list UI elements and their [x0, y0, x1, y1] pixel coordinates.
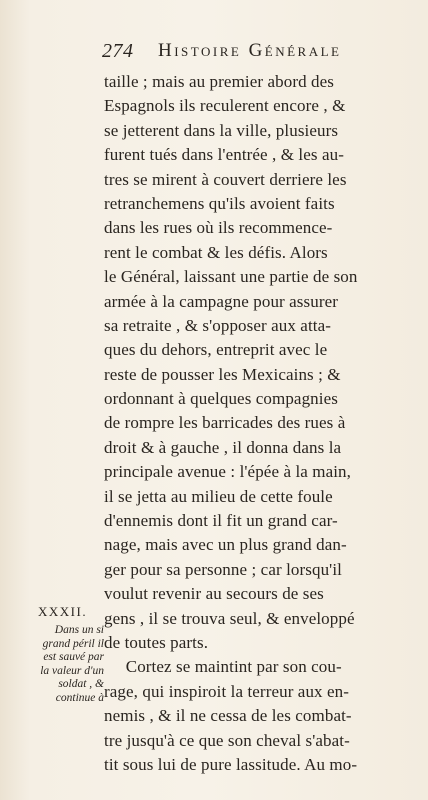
margin-note	[22, 624, 104, 706]
text-line: sa retraite , & s'opposer aux atta-	[104, 315, 332, 335]
margin-note-line: continue à	[55, 691, 104, 704]
text-line: rage, qui inspiroit la terreur aux en-	[104, 681, 350, 701]
text-line: de toutes parts.	[104, 632, 209, 652]
margin-note-line: la valeur d'un	[40, 664, 104, 677]
text-line: rent le combat & les défis. Alors	[104, 242, 328, 262]
text-line: nage, mais avec un plus grand dan-	[104, 535, 347, 555]
margin-note-line: Dans un si	[54, 624, 104, 636]
text-line: nemis , & il ne cessa de les combat-	[104, 706, 352, 726]
text-line: furent tués dans l'entrée , & les au-	[104, 145, 344, 165]
text-line: d'ennemis dont il fit un grand car-	[104, 511, 338, 531]
text-line: principale avenue : l'épée à la main,	[104, 462, 352, 482]
section-number: XXXII.	[38, 604, 88, 619]
text-line: dans les rues où ils recommence-	[104, 218, 333, 238]
running-title: Histoire Générale	[158, 40, 342, 61]
text-line: Cortez se maintint par son cou-	[104, 657, 342, 677]
text-line: se jetterent dans la ville, plusieurs	[104, 120, 339, 140]
margin-note-line: est sauvé par	[43, 651, 104, 664]
text-line: voulut revenir au secours de ses	[104, 584, 324, 604]
text-line: gens , il se trouva seul, & enveloppé	[104, 608, 355, 628]
page-number: 274	[102, 40, 134, 62]
text-line: reste de pousser les Mexicains ; &	[104, 364, 341, 384]
text-line: tit sous lui de pure lassitude. Au mo-	[104, 754, 358, 774]
text-line: taille ; mais au premier abord des	[104, 72, 334, 91]
text-line: il se jetta au milieu de cette foule	[104, 486, 333, 506]
text-line: tres se mirent à couvert derriere les	[104, 169, 347, 189]
text-line: le Général, laissant une partie de son	[104, 267, 358, 287]
page-header	[102, 40, 412, 64]
text-line: armée à la campagne pour assurer	[104, 291, 338, 311]
margin-note-line: grand péril il	[42, 637, 104, 650]
body-text	[104, 70, 414, 777]
text-line: de rompre les barricades des rues à	[104, 413, 346, 433]
text-line: tre jusqu'à ce que son cheval s'abat-	[104, 730, 350, 750]
text-line: ordonnant à quelques compagnies	[104, 389, 338, 409]
text-line: Espagnols ils reculerent encore , &	[104, 96, 346, 116]
margin-note-line: soldat , &	[58, 678, 104, 691]
text-line: droit & à gauche , il donna dans la	[104, 437, 342, 457]
text-line: ger pour sa personne ; car lorsqu'il	[104, 559, 342, 579]
text-line: retranchemens qu'ils avoient faits	[104, 193, 335, 213]
text-line: ques du dehors, entreprit avec le	[104, 340, 328, 360]
